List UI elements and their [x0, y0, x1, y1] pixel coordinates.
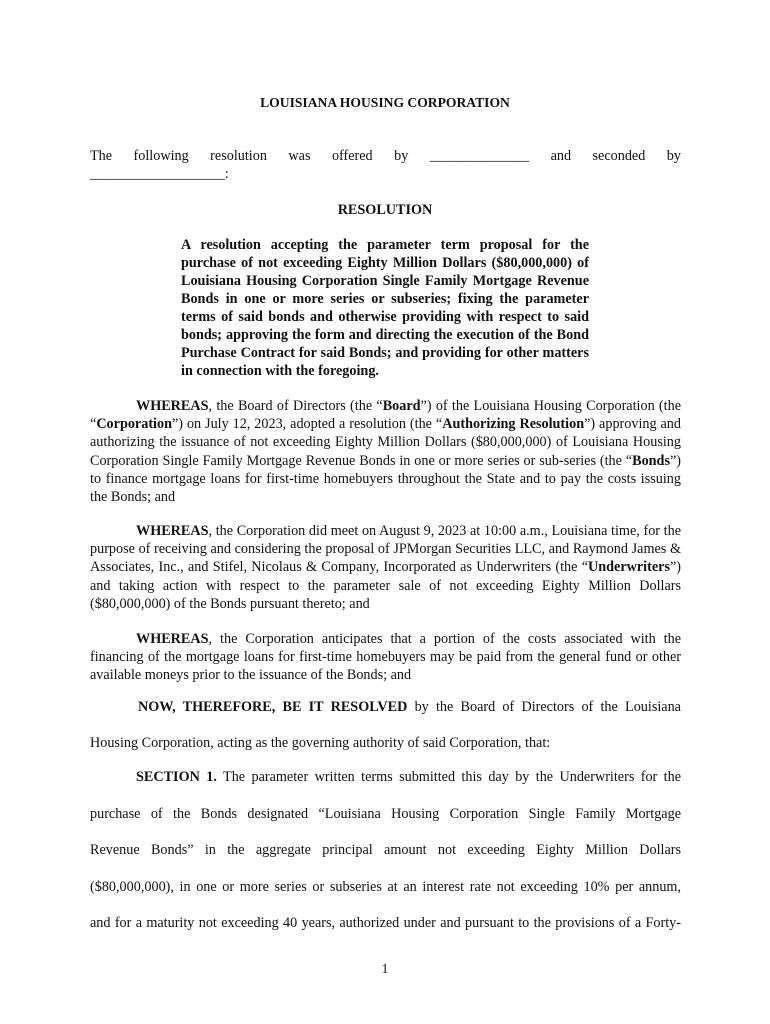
- section-1-line-2: purchase of the Bonds designated “Louisiana Housing Corporation Single Family Mortgage: [90, 806, 681, 822]
- whereas-paragraph-2: WHEREAS, the Corporation did meet on August 9, 2023 at 10:00 a.m., Louisiana time, for the purpose of receiving and considering the proposal of JPMorgan Securities LLC, and Raymond James & Associates, Inc., and Stifel, Nicolaus & Company, Incorporated as Underwriters (the “Underwriters”) and taking action with respect to the parameter sale of not exceeding Eighty Million Dollars ($80,000,000) of the Bonds pursuant thereto; and: [90, 523, 681, 612]
- intro-line-1: The following resolution was offered by ______________ and seconded by: [90, 148, 681, 164]
- section-1-label: SECTION 1.: [136, 769, 217, 785]
- whereas-label: WHEREAS: [136, 631, 209, 647]
- page-number: 1: [381, 961, 389, 976]
- section-1-line-5: and for a maturity not exceeding 40 years, authorized under and pursuant to the provisions of a Forty-: [90, 915, 681, 931]
- resolution-heading: RESOLUTION: [337, 202, 433, 218]
- document-title: LOUISIANA HOUSING CORPORATION: [260, 95, 510, 110]
- resolved-line-2: Housing Corporation, acting as the governing authority of said Corporation, that:: [90, 735, 551, 751]
- intro-line-2: ___________________:: [90, 166, 229, 182]
- whereas-label: WHEREAS: [136, 523, 209, 539]
- section-1-line-4: ($80,000,000), in one or more series or subseries at an interest rate not exceeding 10% per annum,: [90, 879, 681, 895]
- resolved-line-1: NOW, THEREFORE, BE IT RESOLVED by the Board of Directors of the Louisiana: [138, 699, 681, 715]
- resolved-label: NOW, THEREFORE, BE IT RESOLVED: [138, 699, 408, 715]
- whereas-paragraph-3: WHEREAS, the Corporation anticipates that a portion of the costs associated with the financing of the mortgage loans for first-time homebuyers may be paid from the general fund or other available moneys prior to the issuance of the Bonds; and: [90, 631, 681, 684]
- resolution-abstract: A resolution accepting the parameter term proposal for the purchase of not exceeding Eighty Million Dollars ($80,000,000) of Louisiana Housing Corporation Single Family Mortgage Revenue Bonds in one or more series or subseries; fixing the parameter terms of said bonds and otherwise providing with respect to said bonds; approving the form and directing the execution of the Bond Purchase Contract for said Bonds; and providing for other matters in connection with the foregoing.: [181, 237, 589, 379]
- section-1-line-1: SECTION 1. The parameter written terms submitted this day by the Underwriters for the: [136, 769, 681, 785]
- whereas-label: WHEREAS: [136, 398, 209, 414]
- section-1-line-3: Revenue Bonds” in the aggregate principal amount not exceeding Eighty Million Dollars: [90, 842, 681, 858]
- whereas-paragraph-1: WHEREAS, the Board of Directors (the “Board”) of the Louisiana Housing Corporation (the “Corporation”) on July 12, 2023, adopted a resolution (the “Authorizing Resolution”) approving and authorizing the issuance of not exceeding Eighty Million Dollars ($80,000,000) of Louisiana Housing Corporation Single Family Mortgage Revenue Bonds in one or more series or sub-series (the “Bonds”) to finance mortgage loans for first-time homebuyers throughout the State and to pay the costs issuing the Bonds; and: [90, 398, 681, 506]
